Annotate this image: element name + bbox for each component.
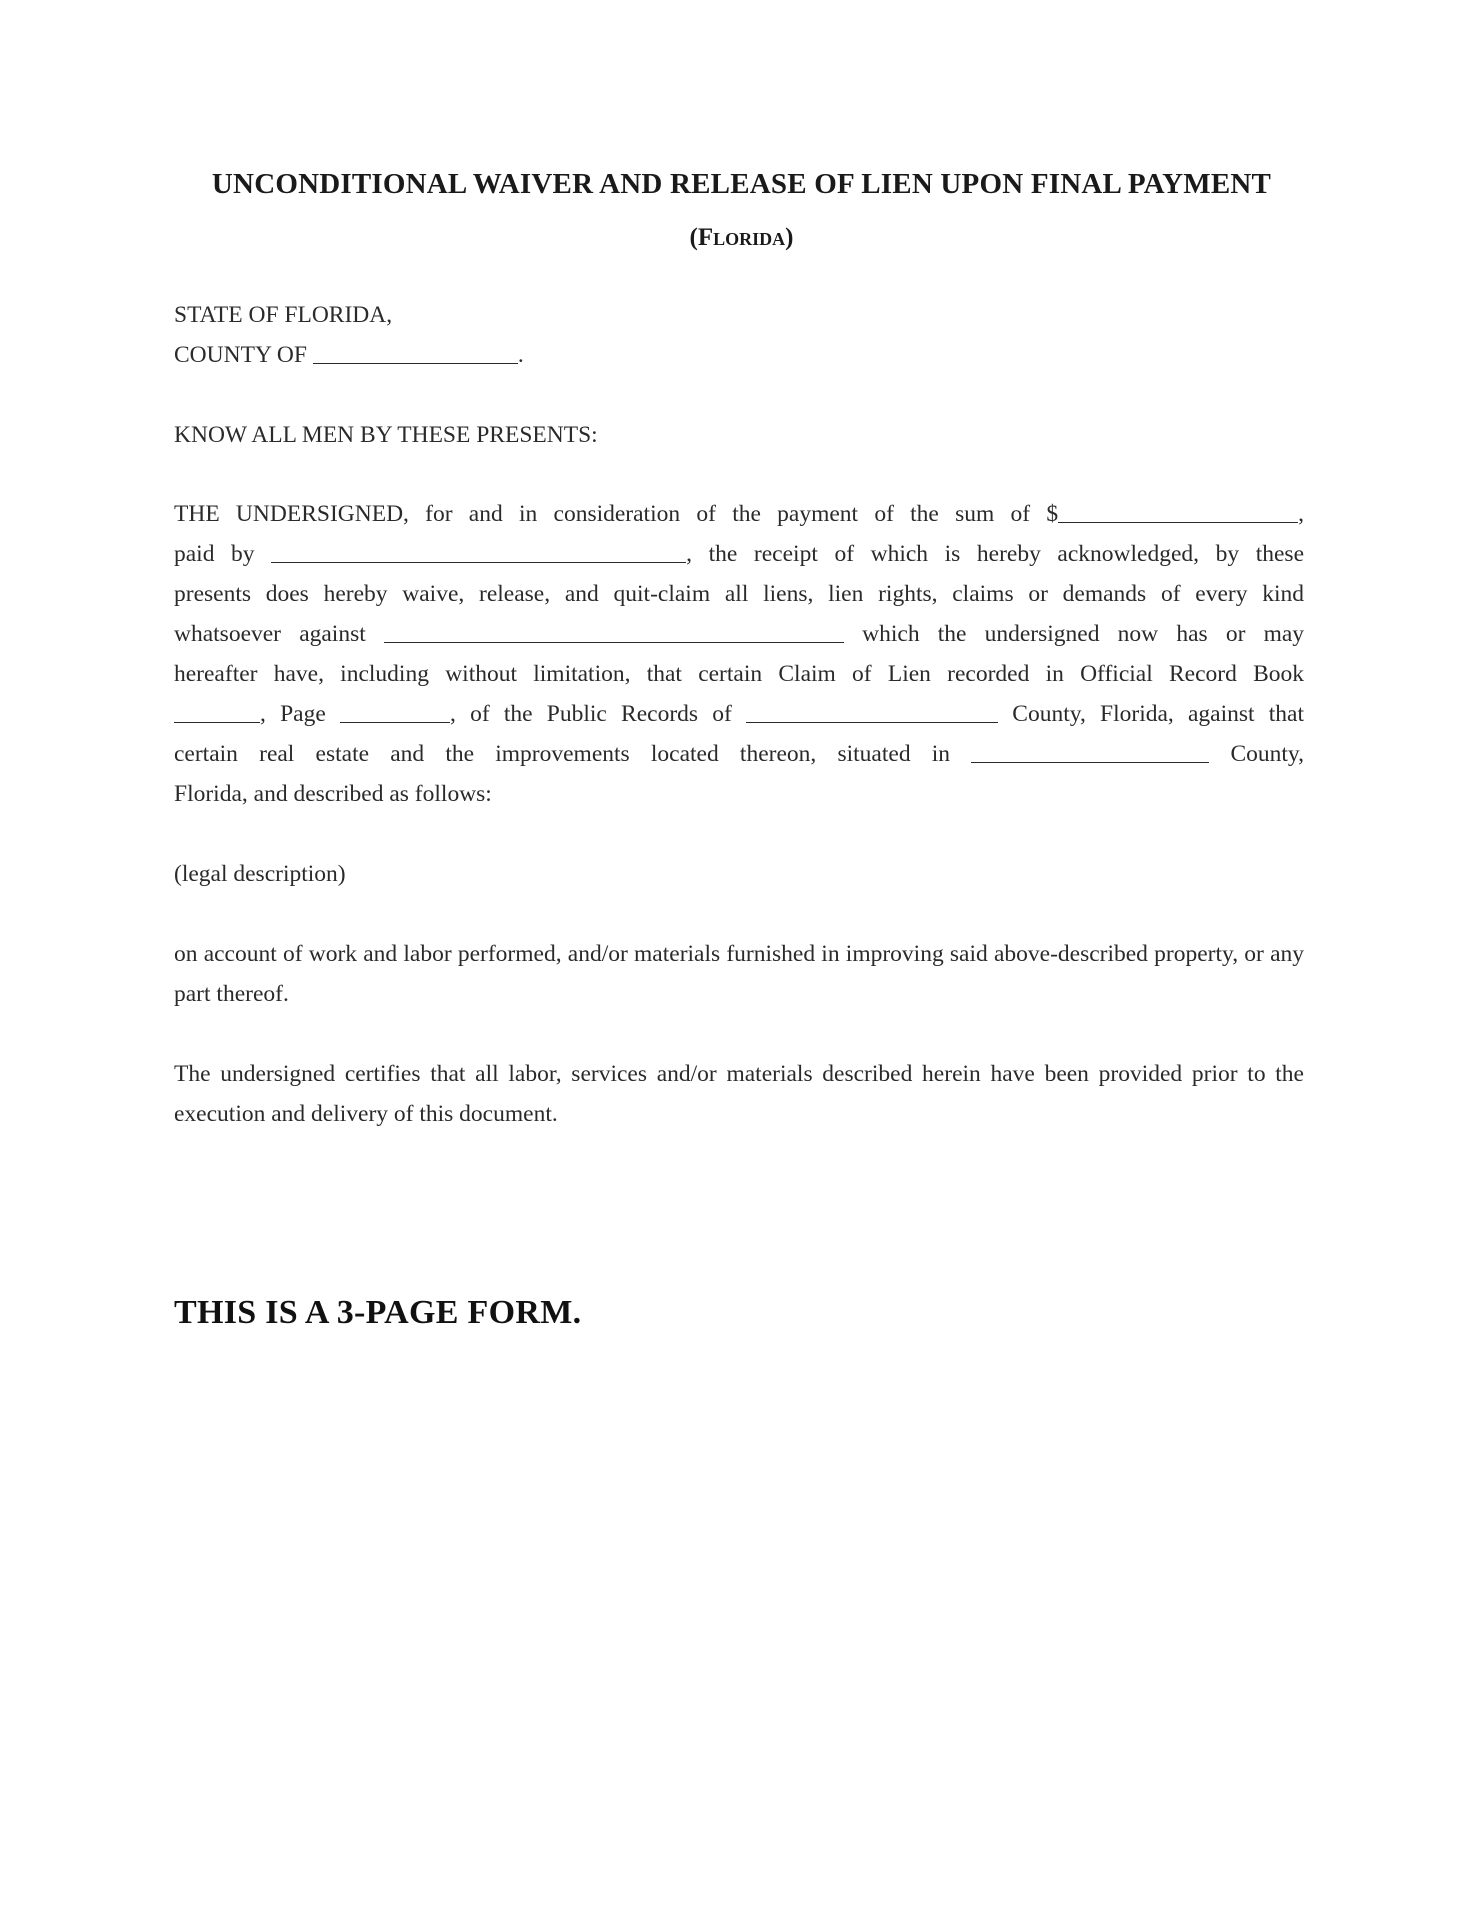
record-book-blank[interactable] [174,696,260,723]
certify-paragraph: The undersigned certifies that all labor, services and/or materials described herein have been provided prior to the execution and delivery of this document. [174,1061,1304,1127]
body-line-5: hereafter have, including without limitation, that certain Claim of Lien recorded in Official Record Book [174,661,1304,687]
page-number-blank[interactable] [340,696,450,723]
know-all-line: KNOW ALL MEN BY THESE PRESENTS: [174,422,598,448]
account-paragraph: on account of work and labor performed, and/or materials furnished in improving said above-described property, or any part thereof. [174,941,1304,1007]
document-subtitle: (Florida) [689,224,794,251]
against-party-blank[interactable] [384,616,844,643]
body-line-6: , Page , of the Public Records of County, Florida, against that [174,694,1304,734]
body-line-4: whatsoever against which the undersigned now has or may [174,614,1304,654]
paid-by-blank[interactable] [271,536,686,563]
property-county-blank[interactable] [971,736,1209,763]
records-county-blank[interactable] [746,696,998,723]
county-line [174,335,1304,375]
county-end: . [517,342,524,368]
body-paragraph [174,494,1304,814]
body-line-8: Florida, and described as follows: [174,781,492,807]
body-line-3: presents does hereby waive, release, and quit-claim all liens, lien rights, claims or demands of every kind [174,581,1304,607]
legal-description: (legal description) [174,861,346,887]
state-line: STATE OF FLORIDA, [174,302,393,328]
body-line-7: certain real estate and the improvements located thereon, situated in County, [174,734,1304,774]
county-label: COUNTY OF [174,342,307,368]
venue-block [174,295,1304,375]
page-form-notice: THIS IS A 3-PAGE FORM. [174,1294,582,1331]
county-blank[interactable] [313,337,518,364]
body-line-1: THE UNDERSIGNED, for and in consideration of the payment of the sum of $ , [174,494,1304,534]
document-title: UNCONDITIONAL WAIVER AND RELEASE OF LIEN UPON FINAL PAYMENT [211,168,1272,200]
body-line-2: paid by , the receipt of which is hereby acknowledged, by these [174,534,1304,574]
payment-amount-blank[interactable] [1058,496,1298,523]
